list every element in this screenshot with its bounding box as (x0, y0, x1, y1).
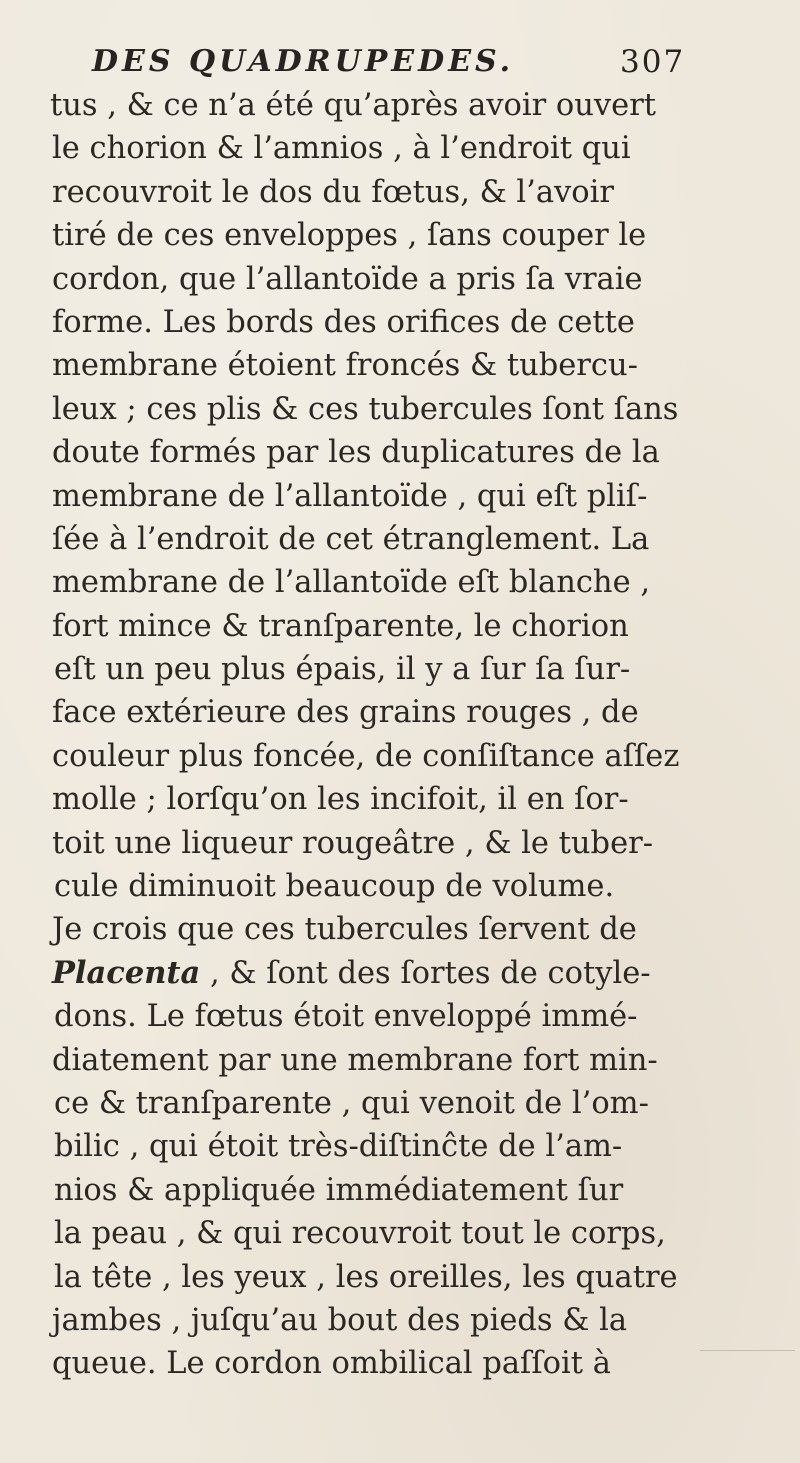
text-line: leux ; ces plis & ces tubercules ſont ſans (52, 391, 679, 427)
text-line: ce & tranſparente , qui venoit de l’om- (54, 1085, 649, 1121)
text-line: diatement par une membrane fort min- (52, 1042, 658, 1078)
page-number: 307 (620, 44, 686, 80)
body-text (46, 84, 791, 1386)
text-line: face extérieure des grains rouges , de (52, 695, 639, 731)
text-line: Je crois que ces tubercules ſervent de (52, 912, 637, 948)
text-line: la peau , & qui recouvroit tout le corps, (54, 1216, 666, 1252)
text-line: doute formés par les duplicatures de la (52, 435, 660, 471)
running-title: DES QUADRUPEDES. (92, 44, 515, 79)
text-line: bilic , qui étoit très-diſtinĉte de l’am- (54, 1129, 623, 1165)
text-line: forme. Les bords des orifices de cette (52, 304, 635, 340)
text-line: queue. Le cordon ombilical paſſoit à (52, 1346, 611, 1382)
text-line: tiré de ces enveloppes , ſans couper le (52, 218, 647, 254)
text-line: dons. Le fœtus étoit enveloppé immé- (54, 999, 638, 1035)
text-line: recouvroit le dos du fœtus, & l’avoir (52, 174, 614, 210)
text-line: membrane de l’allantoïde eſt blanche , (52, 565, 651, 601)
text-line: cule diminuoit beaucoup de volume. (54, 869, 615, 905)
text-line-placenta (46, 952, 791, 995)
text-line: membrane étoient froncés & tubercu- (52, 348, 638, 384)
scan-mark (700, 1350, 795, 1351)
text-line: membrane de l’allantoïde , qui eſt pliſ- (52, 478, 648, 514)
text-line: nios & appliquée immédiatement ſur (54, 1172, 624, 1208)
text-line: jambes , juſqu’au bout des pieds & la (52, 1302, 628, 1338)
text-line: fort mince & tranſparente, le chorion (52, 608, 629, 644)
text-line: toit une liqueur rougeâtre , & le tuber- (52, 825, 654, 861)
text-line: ſée à l’endroit de cet étranglement. La (52, 521, 650, 557)
text-line: molle ; lorſqu’on les incifoit, il en ſor- (52, 782, 629, 818)
placenta-term: Placenta (52, 954, 201, 991)
text-line: eſt un peu plus épais, il y a ſur ſa ſur- (54, 652, 631, 688)
text-line: couleur plus foncée, de conſiſtance aſſez (52, 738, 680, 774)
text-line: la tête , les yeux , les oreilles, les quatre (54, 1259, 678, 1295)
text-line: cordon, que l’allantoïde a pris ſa vraie (52, 261, 643, 297)
text-line: le chorion & l’amnios , à l’endroit qui (52, 131, 631, 167)
text-line: tus , & ce n’a été qu’après avoir ouvert (50, 88, 657, 123)
text-line-remainder: , & ſont des ſortes de cotyle- (200, 955, 651, 991)
